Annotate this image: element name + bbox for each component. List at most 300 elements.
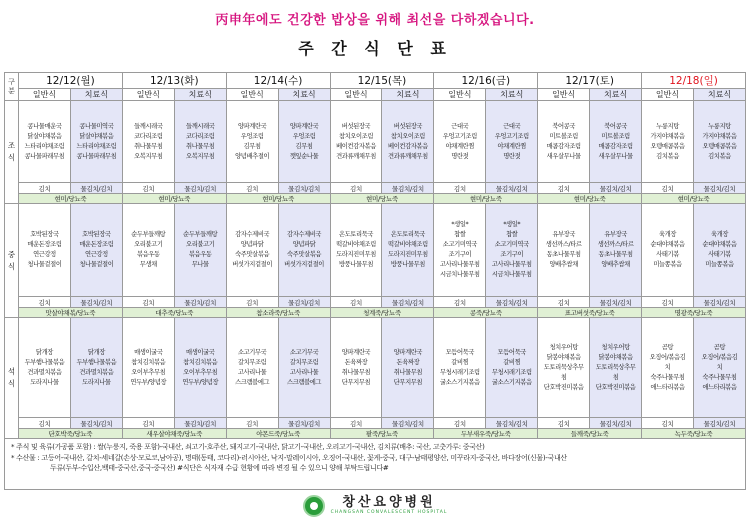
menu-item: 사태기볶 <box>708 251 731 258</box>
meal-label-0: 조 식 <box>5 101 19 204</box>
menu-item: 가지야채볶음 <box>702 132 737 140</box>
menu-item: 매운돈장조림 <box>27 241 62 248</box>
general-menu-cell <box>122 318 174 418</box>
menu-item: 찹쌀 <box>506 231 518 238</box>
menu-item: 닭봉야채볶음 <box>546 353 581 361</box>
general-menu-cell <box>434 318 486 418</box>
general-menu-cell <box>642 204 694 297</box>
porridge-cell: 현미/당뇨죽 <box>122 194 226 204</box>
therapeutic-menu-cell <box>693 204 745 297</box>
menu-item: 양념파닭 <box>240 241 264 248</box>
menu-item: 양념배추절이 <box>235 152 270 160</box>
menu-item: 참치김치볶음 <box>183 358 218 366</box>
therapeutic-menu-cell <box>486 101 538 183</box>
day-header-1: 12/13(화) <box>122 73 226 89</box>
general-menu-cell <box>538 318 590 418</box>
kimchi-cell: 김치 <box>122 418 174 429</box>
menu-item: 청치우어탕 <box>549 343 578 351</box>
therapeutic-diet-header: 치료식 <box>382 89 434 101</box>
therapeutic-menu-cell <box>693 101 745 183</box>
menu-item: 소고기미역국 <box>442 241 477 248</box>
gubun-header <box>5 73 19 101</box>
menu-item: 동초나물무침 <box>598 251 633 258</box>
menu-item: *생일* <box>503 221 521 228</box>
general-menu-cell <box>19 101 71 183</box>
menu-item: 버섯된장국 <box>341 122 371 130</box>
menu-item: 감자수제비국 <box>287 231 322 238</box>
kimchi-cell: 물김치/김치 <box>693 418 745 429</box>
porridge-cell: 들깨죽/당뇨죽 <box>538 429 642 439</box>
menu-item: 볶음우동 <box>136 251 160 258</box>
kimchi-cell: 물김치/김치 <box>382 183 434 194</box>
menu-item: 순대야채볶음 <box>650 241 685 248</box>
hospital-name: 창산요양병원 <box>342 495 436 510</box>
kimchi-cell: 김치 <box>434 418 486 429</box>
menu-item: 견과멸치볶음 <box>79 368 114 376</box>
therapeutic-menu-cell <box>70 204 122 297</box>
menu-item: 베이컨감자볶음 <box>336 142 376 150</box>
menu-item: 단호박진미볶음 <box>543 383 584 391</box>
menu-item: 오리불고기 <box>134 241 163 248</box>
menu-item: 코다리조림 <box>186 132 215 140</box>
menu-item: 치 <box>716 363 723 371</box>
menu-item: 명란젓 <box>451 152 469 160</box>
kimchi-cell: 김치 <box>642 183 694 194</box>
menu-item: 닭개장 <box>87 348 105 356</box>
menu-item: 근대국 <box>451 122 469 130</box>
menu-item: 갈치무조림 <box>237 358 267 366</box>
menu-item: 김무침 <box>295 142 313 150</box>
kimchi-cell: 김치 <box>330 183 382 194</box>
kimchi-cell: 김치 <box>538 418 590 429</box>
menu-item: 청나물겉절이 <box>79 261 114 268</box>
kimchi-cell: 물김치/김치 <box>70 183 122 194</box>
general-menu-cell <box>122 204 174 297</box>
menu-item: 침 <box>612 373 619 381</box>
general-menu-cell <box>642 101 694 183</box>
menu-item: 닭개장 <box>35 348 53 356</box>
menu-item: 육개장 <box>658 231 677 238</box>
note-line-meat: * 주식 및 육류(가공품 포함) : 쌀(누룽지, 죽용 포함)-국내산, 쇠고기-호주산, 돼지고기-국내산, 닭고기-국내산, 오리고기-국내산, 김치류(배추: 국산, 고춧가루: 중국산) <box>11 443 485 451</box>
kimchi-cell: 김치 <box>19 183 71 194</box>
menu-item: 무청시래기조림 <box>439 368 480 376</box>
porridge-cell: 맛살야채볶/당뇨죽 <box>19 308 123 318</box>
menu-item: *생일* <box>451 221 469 228</box>
porridge-cell: 명광죽/당뇨죽 <box>642 308 746 318</box>
menu-item: 고사리나물 <box>289 368 319 376</box>
menu-item: 도라지나물 <box>30 378 59 386</box>
menu-item: 무청시래기조림 <box>491 368 532 376</box>
menu-item: 생선까스/타르 <box>545 241 582 248</box>
menu-item: 취나물무침 <box>341 368 371 376</box>
therapeutic-menu-cell <box>590 204 642 297</box>
menu-item: 우엉고기조림 <box>494 132 529 140</box>
menu-item: 견과멸치볶음 <box>27 368 62 376</box>
menu-item: 온도토리묵국 <box>390 231 425 238</box>
menu-item: 닭살야채볶음 <box>27 132 62 140</box>
menu-item: 양파계란국 <box>237 122 267 130</box>
menu-item: 찹쌀 <box>454 231 466 238</box>
menu-item: 새우살무나물 <box>598 152 633 160</box>
porridge-cell: 현미/당뇨죽 <box>538 194 642 204</box>
menu-item: 견과류깨채무침 <box>336 152 376 160</box>
menu-item: 침 <box>560 373 567 381</box>
menu-item: 야채계란찜 <box>445 142 475 150</box>
menu-item: 양파계란국 <box>393 348 423 356</box>
menu-item: 순두부들깨탕 <box>131 231 166 238</box>
page-title: 주 간 식 단 표 <box>298 39 452 58</box>
kimchi-cell: 김치 <box>122 297 174 308</box>
menu-item: 김무침 <box>243 142 261 150</box>
kimchi-cell: 물김치/김치 <box>278 297 330 308</box>
kimchi-cell: 김치 <box>538 183 590 194</box>
therapeutic-menu-cell <box>382 204 434 297</box>
note-line-seafood: * 수산물 : 고등어-국내산, 갈치-세네갈(손상·모로코,남아공), 명태(동태, 코다리)-러시아산, 낙지-말레이시아, 오징어-국내산, 꽃게-중국, 대구-남태평양산, 미꾸라지-중국산, 바다장어(신물)-국내산 <box>11 453 567 462</box>
therapeutic-menu-cell <box>693 318 745 418</box>
menu-item: 갈비찜 <box>451 358 469 366</box>
menu-item: 콩나물파래무침 <box>76 152 117 160</box>
hospital-footer <box>0 494 750 518</box>
menu-item: 연근강정 <box>85 251 108 258</box>
hospital-logo-icon <box>303 495 325 517</box>
therapeutic-menu-cell <box>70 318 122 418</box>
day-header-3: 12/15(목) <box>330 73 434 89</box>
menu-item: 치 <box>664 363 671 371</box>
porridge-cell: 두부새우죽/당뇨죽 <box>434 429 538 439</box>
menu-item: 소고기무국 <box>289 348 319 356</box>
porridge-cell: 대추죽/당뇨죽 <box>122 308 226 318</box>
menu-item: 북어콩국 <box>552 122 576 130</box>
general-menu-cell <box>19 204 71 297</box>
hospital-english-name: CHANGSAN CONVALESCENT HOSPITAL <box>330 510 448 515</box>
menu-item: 유부장국 <box>552 231 576 238</box>
menu-item: 고사리나물 <box>237 368 267 376</box>
therapeutic-menu-cell <box>278 101 330 183</box>
kimchi-cell: 김치 <box>19 297 71 308</box>
menu-item: 단무지무침 <box>341 378 371 386</box>
menu-item: 청나물겉절이 <box>27 261 62 268</box>
menu-item: 연두부/양념장 <box>182 378 219 386</box>
menu-item: 양파계란국 <box>289 122 319 130</box>
menu-item: 모듬어묵국 <box>497 348 526 356</box>
porridge-cell: 새우살야채죽/당뇨죽 <box>122 429 226 439</box>
menu-item: 들깨시래국 <box>134 122 163 130</box>
menu-item: 생선까스/타르 <box>597 241 634 248</box>
menu-item: 돈육짜장 <box>396 358 420 366</box>
menu-item: 매콤감자조림 <box>598 142 633 150</box>
menu-item: 떡갈비야채조림 <box>336 241 376 248</box>
porridge-cell: 콩죽/당뇨죽 <box>434 308 538 318</box>
menu-item: 스크램블에그 <box>287 378 322 386</box>
menu-item: 북어콩국 <box>604 122 627 130</box>
menu-item: 미늘쫑볶음 <box>653 261 682 268</box>
menu-item: 애느타리볶음 <box>650 383 685 391</box>
menu-item: 감자수제비국 <box>235 231 270 238</box>
general-menu-cell <box>19 318 71 418</box>
therapeutic-diet-header: 치료식 <box>693 89 745 101</box>
day-header-0: 12/12(월) <box>19 73 123 89</box>
menu-item: 양배추쌈채 <box>549 261 578 268</box>
menu-item: 오이부추무침 <box>131 368 166 376</box>
menu-item: 매생이굴국 <box>186 348 215 356</box>
kimchi-cell: 물김치/김치 <box>590 418 642 429</box>
general-diet-header: 일반식 <box>434 89 486 101</box>
menu-item: 미트볼조림 <box>549 132 578 140</box>
general-menu-cell <box>330 204 382 297</box>
meal-label-1: 중 식 <box>5 204 19 318</box>
gubun-label: 구 분 <box>8 77 15 95</box>
kimchi-cell: 김치 <box>330 297 382 308</box>
menu-item: 오징어/볶음김 <box>649 353 686 361</box>
kimchi-cell: 김치 <box>642 418 694 429</box>
kimchi-cell: 물김치/김치 <box>590 183 642 194</box>
menu-item: 미늘쫑볶음 <box>705 261 734 268</box>
menu-item: 오뎅매콤볶음 <box>650 142 685 150</box>
menu-item: 사태기볶 <box>656 251 679 258</box>
menu-item: 베이컨감자볶음 <box>388 142 428 150</box>
menu-item: 느타리야채조림 <box>76 142 117 150</box>
menu-item: 굴소스기지볶음 <box>491 378 532 386</box>
therapeutic-diet-header: 치료식 <box>590 89 642 101</box>
menu-item: 매콤감자조림 <box>546 142 581 150</box>
general-menu-cell <box>330 101 382 183</box>
porridge-cell: 단호박죽/당뇨죽 <box>19 429 123 439</box>
menu-item: 오복지무침 <box>186 152 215 160</box>
menu-item: 단무지무침 <box>393 378 423 386</box>
menu-item: 떡갈비야채조림 <box>388 241 428 248</box>
menu-item: 깻잎순나물 <box>289 152 319 160</box>
menu-item: 시금치나물무침 <box>439 271 480 278</box>
menu-item: 모듬어묵국 <box>445 348 475 356</box>
porridge-cell: 녹두죽/당뇨죽 <box>642 429 746 439</box>
menu-item: 느타리야채조림 <box>24 142 65 150</box>
menu-item: 숙주맛살볶음 <box>235 251 270 258</box>
menu-item: 매운돈장조림 <box>79 241 114 248</box>
kimchi-cell: 물김치/김치 <box>70 418 122 429</box>
menu-item: 방풍나물무침 <box>338 261 374 268</box>
menu-item: 김치볶음 <box>708 152 731 160</box>
slogan: 丙申年에도 건강한 밥상을 위해 최선을 다하겠습니다. <box>215 13 535 28</box>
menu-item: 호박된장국 <box>30 231 59 238</box>
therapeutic-menu-cell <box>278 318 330 418</box>
meal-label-2: 석 식 <box>5 318 19 439</box>
kimchi-cell: 물김치/김치 <box>278 418 330 429</box>
menu-item: 온도토리묵국 <box>338 231 374 238</box>
menu-item: 청치우어탕 <box>601 343 630 351</box>
menu-item: 양념파닭 <box>292 241 316 248</box>
menu-item: 곰탕 <box>661 343 674 351</box>
menu-item: 근대국 <box>503 122 521 130</box>
menu-item: 유부장국 <box>604 231 627 238</box>
menu-item: 코다리조림 <box>134 132 163 140</box>
menu-item: 곰탕 <box>713 343 726 351</box>
porridge-cell: 현미/당뇨죽 <box>642 194 746 204</box>
porridge-cell: 참소라죽/당뇨죽 <box>226 308 330 318</box>
menu-item: 취나물무침 <box>393 368 423 376</box>
menu-item: 닭살야채볶음 <box>79 132 114 140</box>
day-header-2: 12/14(수) <box>226 73 330 89</box>
menu-item: 갈비찜 <box>503 358 521 366</box>
menu-item: 김치볶음 <box>656 152 679 160</box>
menu-item: 애느타리볶음 <box>702 383 737 391</box>
note-line-beans: 두류(두부-수입산,백태-중국산,중국-중국산) #식단은 식자재 수급 현황에 따라 변경 될 수 있으니 양해 부탁드립니다# <box>50 464 389 472</box>
therapeutic-diet-header: 치료식 <box>174 89 226 101</box>
menu-item: 우엉고기조림 <box>442 132 477 140</box>
menu-item: 고사리나물무침 <box>439 261 480 268</box>
kimchi-cell: 김치 <box>226 297 278 308</box>
menu-item: 취나물무침 <box>186 142 215 150</box>
general-menu-cell <box>434 101 486 183</box>
kimchi-cell: 김치 <box>434 183 486 194</box>
menu-item: 고사리나물무침 <box>491 261 532 268</box>
general-menu-cell <box>226 318 278 418</box>
menu-item: 콩나물미역국 <box>79 122 114 130</box>
menu-item: 버섯가지겉절이 <box>284 261 324 268</box>
therapeutic-menu-cell <box>174 101 226 183</box>
menu-item: 두부햄나물볶음 <box>24 358 65 366</box>
kimchi-cell: 김치 <box>538 297 590 308</box>
general-diet-header: 일반식 <box>226 89 278 101</box>
porridge-cell: 현미/당뇨죽 <box>330 194 434 204</box>
menu-item: 도라지진미무침 <box>336 251 376 258</box>
menu-item: 오복지무침 <box>134 152 163 160</box>
menu-item: 두부햄나물볶음 <box>76 358 117 366</box>
kimchi-cell: 물김치/김치 <box>174 418 226 429</box>
porridge-cell: 표고버섯죽/당뇨죽 <box>538 308 642 318</box>
general-diet-header: 일반식 <box>642 89 694 101</box>
menu-item: 시금치나물무침 <box>491 271 532 278</box>
general-menu-cell <box>226 204 278 297</box>
porridge-cell: 팥죽/당뇨죽 <box>330 429 434 439</box>
kimchi-cell: 김치 <box>226 183 278 194</box>
menu-item: 우엉조림 <box>240 132 264 140</box>
menu-item: 돈육짜장 <box>344 358 368 366</box>
menu-item: 버섯된장국 <box>393 122 423 130</box>
kimchi-cell: 김치 <box>330 418 382 429</box>
menu-item: 명란젓 <box>503 152 521 160</box>
therapeutic-menu-cell <box>278 204 330 297</box>
menu-item: 오뎅매콤볶음 <box>702 142 737 150</box>
therapeutic-menu-cell <box>382 101 434 183</box>
kimchi-cell: 김치 <box>642 297 694 308</box>
menu-item: 취나물무침 <box>134 142 163 150</box>
general-diet-header: 일반식 <box>538 89 590 101</box>
therapeutic-diet-header: 치료식 <box>486 89 538 101</box>
menu-item: 도토리묵상추무 <box>543 363 584 371</box>
therapeutic-diet-header: 치료식 <box>278 89 330 101</box>
menu-item: 콩나물파래무침 <box>24 152 65 160</box>
menu-item: 굴소스기지볶음 <box>439 378 480 386</box>
menu-item: 숙주맛살볶음 <box>287 251 322 258</box>
menu-item: 무생채 <box>139 261 157 268</box>
menu-item: 양배추쌈채 <box>601 261 630 268</box>
menu-item: 가지야채볶음 <box>650 132 685 140</box>
general-menu-cell <box>434 204 486 297</box>
menu-item: 누룽지탕 <box>708 122 731 130</box>
menu-item: 순두부들깨탕 <box>183 231 218 238</box>
general-diet-header: 일반식 <box>122 89 174 101</box>
kimchi-cell: 물김치/김치 <box>590 297 642 308</box>
kimchi-cell: 김치 <box>19 418 71 429</box>
porridge-cell: 청계죽/당뇨죽 <box>330 308 434 318</box>
porridge-cell: 현미/당뇨죽 <box>434 194 538 204</box>
menu-item: 연근강정 <box>33 251 56 258</box>
therapeutic-diet-header: 치료식 <box>70 89 122 101</box>
menu-item: 참치오이조림 <box>338 132 374 140</box>
general-menu-cell <box>538 101 590 183</box>
kimchi-cell: 물김치/김치 <box>486 418 538 429</box>
kimchi-cell: 물김치/김치 <box>486 297 538 308</box>
menu-item: 숙주나물무침 <box>650 373 685 381</box>
menu-item: 양파계란국 <box>341 348 371 356</box>
therapeutic-menu-cell <box>590 318 642 418</box>
menu-item: 도토리묵상추무 <box>595 363 636 371</box>
general-menu-cell <box>642 318 694 418</box>
therapeutic-menu-cell <box>174 204 226 297</box>
general-diet-header: 일반식 <box>330 89 382 101</box>
menu-item: 견과류깨채무침 <box>388 152 428 160</box>
kimchi-cell: 물김치/김치 <box>70 297 122 308</box>
day-header-6: 12/18(일) <box>642 73 746 89</box>
therapeutic-menu-cell <box>382 318 434 418</box>
menu-item: 순대야채볶음 <box>702 241 737 248</box>
weekly-menu-table <box>4 72 746 439</box>
kimchi-cell: 물김치/김치 <box>278 183 330 194</box>
porridge-cell: 야몬드죽/당뇨죽 <box>226 429 330 439</box>
menu-item: 무나물 <box>191 261 209 268</box>
menu-item: 오징어/볶음김 <box>701 353 738 361</box>
therapeutic-menu-cell <box>174 318 226 418</box>
kimchi-cell: 물김치/김치 <box>174 297 226 308</box>
menu-item: 호박된장국 <box>82 231 111 238</box>
menu-item: 육개장 <box>710 231 729 238</box>
menu-item: 누룽지탕 <box>656 122 679 130</box>
menu-item: 소고기미역국 <box>494 241 529 248</box>
general-menu-cell <box>330 318 382 418</box>
kimchi-cell: 물김치/김치 <box>382 418 434 429</box>
menu-item: 콩나물매운국 <box>27 122 62 130</box>
kimchi-cell: 물김치/김치 <box>693 183 745 194</box>
menu-item: 도라지진미무침 <box>388 251 428 258</box>
day-header-5: 12/17(토) <box>538 73 642 89</box>
kimchi-cell: 물김치/김치 <box>486 183 538 194</box>
menu-item: 스크램블에그 <box>235 378 270 386</box>
menu-item: 방풍나물무침 <box>390 261 425 268</box>
therapeutic-menu-cell <box>486 204 538 297</box>
menu-item: 참치오이조림 <box>390 132 425 140</box>
menu-item: 갈치무조림 <box>289 358 319 366</box>
menu-item: 단호박진미볶음 <box>595 383 636 391</box>
therapeutic-menu-cell <box>590 101 642 183</box>
menu-item: 소고기무국 <box>237 348 267 356</box>
menu-item: 버섯가지겉절이 <box>232 261 273 268</box>
menu-item: 연두부/양념장 <box>130 378 167 386</box>
general-menu-cell <box>226 101 278 183</box>
kimchi-cell: 김치 <box>434 297 486 308</box>
general-diet-header: 일반식 <box>19 89 71 101</box>
therapeutic-menu-cell <box>70 101 122 183</box>
therapeutic-menu-cell <box>486 318 538 418</box>
menu-item: 오이부추무침 <box>183 368 218 376</box>
menu-item: 조기구이 <box>448 251 472 258</box>
kimchi-cell: 김치 <box>122 183 174 194</box>
menu-item: 닭봉야채볶음 <box>598 353 633 361</box>
menu-item: 오리불고기 <box>186 241 215 248</box>
menu-item: 미트볼조림 <box>601 132 630 140</box>
menu-item: 동초나물무침 <box>546 251 581 258</box>
kimchi-cell: 김치 <box>226 418 278 429</box>
porridge-cell: 현미/당뇨죽 <box>226 194 330 204</box>
